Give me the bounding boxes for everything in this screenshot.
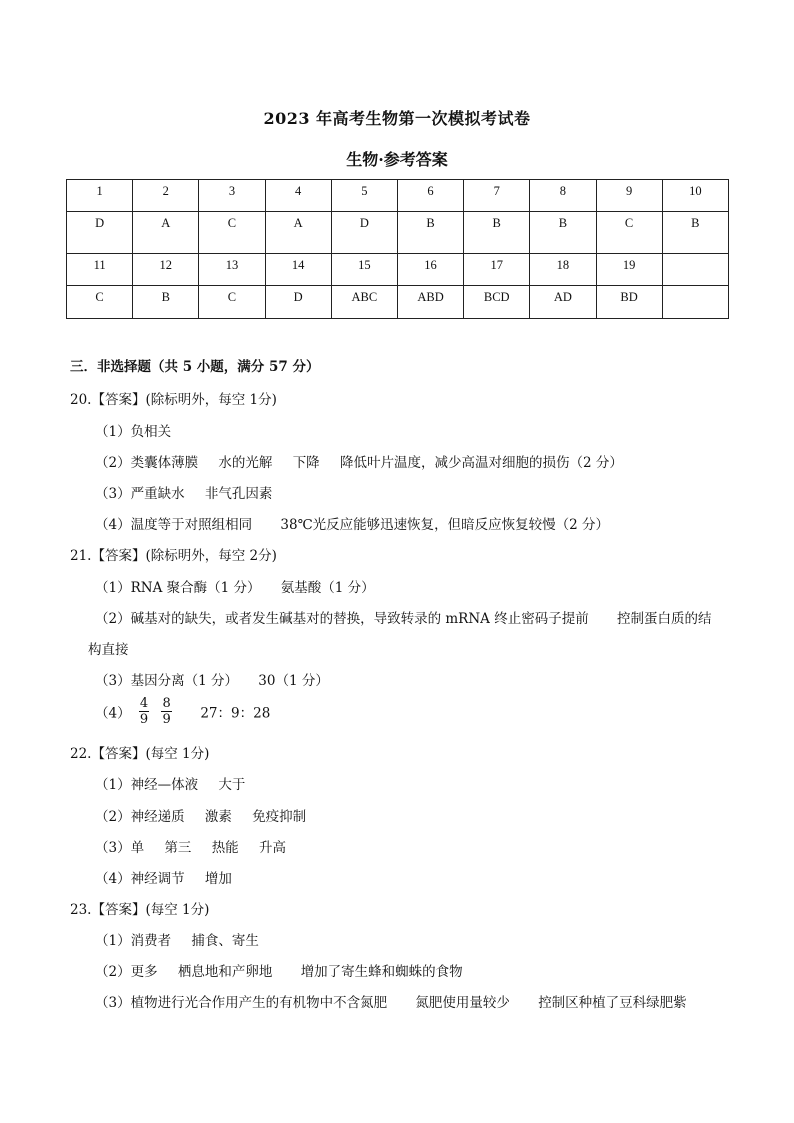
answer-part: （4）神经调节 [95, 871, 185, 887]
answer-part: 激素 [204, 809, 232, 825]
fraction-eight-ninths: $\frac{8}{9}$ [162, 696, 171, 727]
table-row-answers-1 [67, 212, 729, 254]
page-title: 2023 年高考生物第一次模拟考试卷 [263, 109, 531, 128]
table-row-numbers-2 [67, 254, 729, 286]
answer-cell: B [662, 212, 728, 254]
question-number: 17 [464, 254, 530, 286]
question-20-header: 20.【答案】(除标明外，每空 1分) [70, 392, 277, 408]
answer-cell [662, 286, 728, 319]
answer-part: （3）基因分离（1 分） [95, 673, 238, 689]
answer-part: 降低叶片温度，减少高温对细胞的损伤（2 分） [339, 455, 623, 471]
answer-table [66, 179, 729, 319]
answer-cell: ABC [331, 286, 397, 319]
answer-cell: D [265, 286, 331, 319]
table-row-numbers-1 [67, 180, 729, 212]
answer-cell: B [133, 286, 199, 319]
answer-cell: ABD [397, 286, 463, 319]
answer-part: （3）单 [95, 840, 145, 856]
answer-part: （2）神经递质 [95, 809, 185, 825]
answer-20-3 [95, 482, 272, 502]
answer-cell: C [596, 212, 662, 254]
answer-part: 热能 [211, 840, 239, 856]
question-23-header: 23.【答案】(每空 1分) [70, 902, 210, 918]
question-number: 7 [464, 180, 530, 212]
answer-part: （2）更多 [95, 964, 158, 980]
answer-part: 免疫抑制 [252, 809, 307, 825]
question-number: 13 [199, 254, 265, 286]
answer-part: （3）植物进行光合作用产生的有机物中不含氮肥 [95, 995, 388, 1011]
answer-23-2 [95, 960, 463, 980]
question-number: 4 [265, 180, 331, 212]
answer-cell: B [397, 212, 463, 254]
question-22-header: 22.【答案】(每空 1分) [70, 746, 210, 762]
question-number: 19 [596, 254, 662, 286]
answer-22-1 [95, 773, 245, 793]
answer-part: 增加 [204, 871, 232, 887]
answer-part: 第三 [164, 840, 192, 856]
question-number: 3 [199, 180, 265, 212]
answer-part: 控制蛋白质的结 [617, 611, 712, 627]
question-number: 5 [331, 180, 397, 212]
answer-cell: C [67, 286, 133, 319]
answer-part: （2）类囊体薄膜 [95, 455, 199, 471]
answer-22-4 [95, 867, 232, 887]
answer-21-2 [95, 607, 712, 627]
question-number: 2 [133, 180, 199, 212]
answer-part: （4）温度等于对照组相同 [95, 517, 253, 533]
question-number: 12 [133, 254, 199, 286]
answer-21-1 [95, 576, 375, 596]
question-number: 18 [530, 254, 596, 286]
question-number: 9 [596, 180, 662, 212]
question-number: 11 [67, 254, 133, 286]
answer-21-2-continued: 构直接 [88, 642, 129, 658]
answer-part: 控制区种植了豆科绿肥紫 [538, 995, 687, 1011]
answer-part: 大于 [218, 777, 246, 793]
answer-cell: BD [596, 286, 662, 319]
answer-20-4 [95, 513, 609, 533]
question-number: 10 [662, 180, 728, 212]
answer-part: 38℃光反应能够迅速恢复，但暗反应恢复较慢（2 分） [280, 517, 610, 533]
answer-part: 30（1 分） [258, 673, 329, 689]
answer-part: （3）严重缺水 [95, 486, 185, 502]
answer-21-4 [95, 696, 270, 727]
table-row-answers-2 [67, 286, 729, 319]
answer-part: （1）神经—体液 [95, 777, 199, 793]
answer-part: 非气孔因素 [204, 486, 273, 502]
answer-20-2 [95, 451, 623, 471]
answer-part: 氨基酸（1 分） [280, 580, 375, 596]
answer-part: 捕食、寄生 [191, 933, 259, 949]
section-heading: 三．非选择题（共 5 小题，满分 57 分） [70, 359, 320, 375]
answer-part: 栖息地和产卵地 [177, 964, 273, 980]
answer-part: 27：9：28 [200, 705, 271, 722]
answer-cell: C [199, 212, 265, 254]
answer-part: 升高 [258, 840, 286, 856]
answer-23-3 [95, 991, 687, 1011]
answer-part: 水的光解 [218, 455, 273, 471]
answer-20-1: （1）负相关 [95, 424, 172, 440]
answer-cell: A [265, 212, 331, 254]
answer-22-2 [95, 805, 306, 825]
question-number [662, 254, 728, 286]
answer-cell: D [67, 212, 133, 254]
answer-cell: B [530, 212, 596, 254]
answer-part: （4） [95, 705, 131, 722]
answer-21-3 [95, 669, 329, 689]
question-number: 8 [530, 180, 596, 212]
answer-cell: D [331, 212, 397, 254]
answer-part: 下降 [292, 455, 320, 471]
question-21-header: 21.【答案】(除标明外，每空 2分) [70, 548, 277, 564]
answer-part: （1）消费者 [95, 933, 172, 949]
question-number: 1 [67, 180, 133, 212]
answer-part: 氮肥使用量较少 [415, 995, 510, 1011]
answer-part: （1）RNA 聚合酶（1 分） [95, 580, 261, 596]
answer-cell: AD [530, 286, 596, 319]
fraction-four-ninths: $\frac{4}{9}$ [139, 696, 149, 727]
answer-cell: C [199, 286, 265, 319]
answer-23-1 [95, 929, 259, 949]
answer-part: （2）碱基对的缺失，或者发生碱基对的替换，导致转录的 mRNA 终止密码子提前 [95, 611, 589, 627]
question-number: 14 [265, 254, 331, 286]
answer-22-3 [95, 836, 286, 856]
page-subtitle: 生物·参考答案 [346, 150, 448, 169]
answer-cell: BCD [464, 286, 530, 319]
question-number: 16 [397, 254, 463, 286]
answer-part: 增加了寄生蜂和蜘蛛的食物 [300, 964, 463, 980]
question-number: 15 [331, 254, 397, 286]
question-number: 6 [397, 180, 463, 212]
answer-cell: B [464, 212, 530, 254]
answer-cell: A [133, 212, 199, 254]
